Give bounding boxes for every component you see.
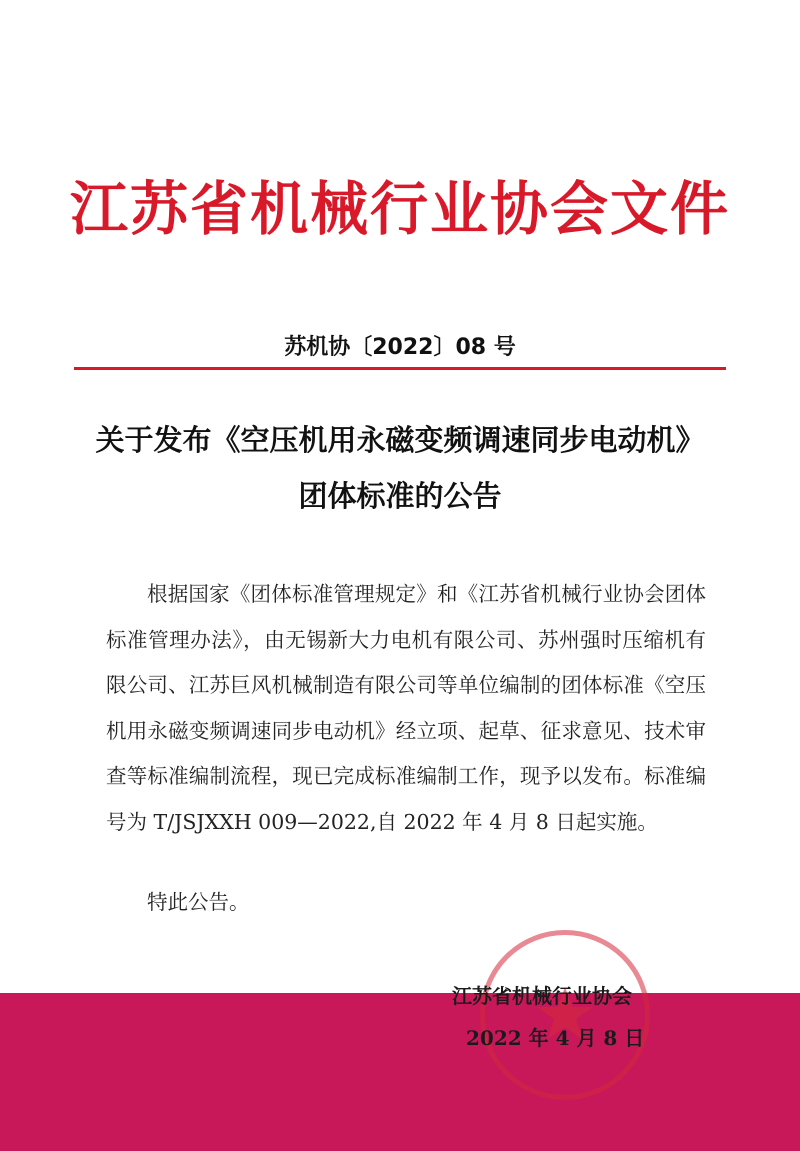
org-header-title: 江苏省机械行业协会文件 — [69, 175, 730, 243]
body-text — [106, 572, 706, 845]
closing-remark: 特此公告。 — [147, 890, 250, 914]
notice-title-line-2: 团体标准的公告 — [298, 479, 502, 513]
body-paragraph: 根据国家《团体标准管理规定》和《江苏省机械行业协会团体标准管理办法》，由无锡新大力电机有限公司、苏州强时压缩机有限公司、江苏巨风机械制造有限公司等单位编制的团体标准《空压机用永磁变频调速同步电动机》经立项、起草、征求意见、技术审查等标准编制流程，现已完成标准编制工作，现予以发布。标准编号为 T/JSJXXH 009—2022,自 2022 年 4 月 8 日起实施。 — [106, 582, 706, 834]
document-number: 苏机协〔2022〕08 号 — [284, 335, 516, 360]
official-seal — [480, 930, 650, 1100]
seal-star-icon — [485, 935, 645, 1095]
signing-organization: 江苏省机械行业协会 — [452, 984, 632, 1008]
signing-date: 2022 年 4 月 8 日 — [466, 1026, 645, 1050]
red-divider — [74, 367, 726, 370]
notice-title-line-1: 关于发布《空压机用永磁变频调速同步电动机》 — [95, 423, 705, 457]
bottom-color-band — [0, 993, 800, 1151]
notice-title — [0, 412, 800, 524]
